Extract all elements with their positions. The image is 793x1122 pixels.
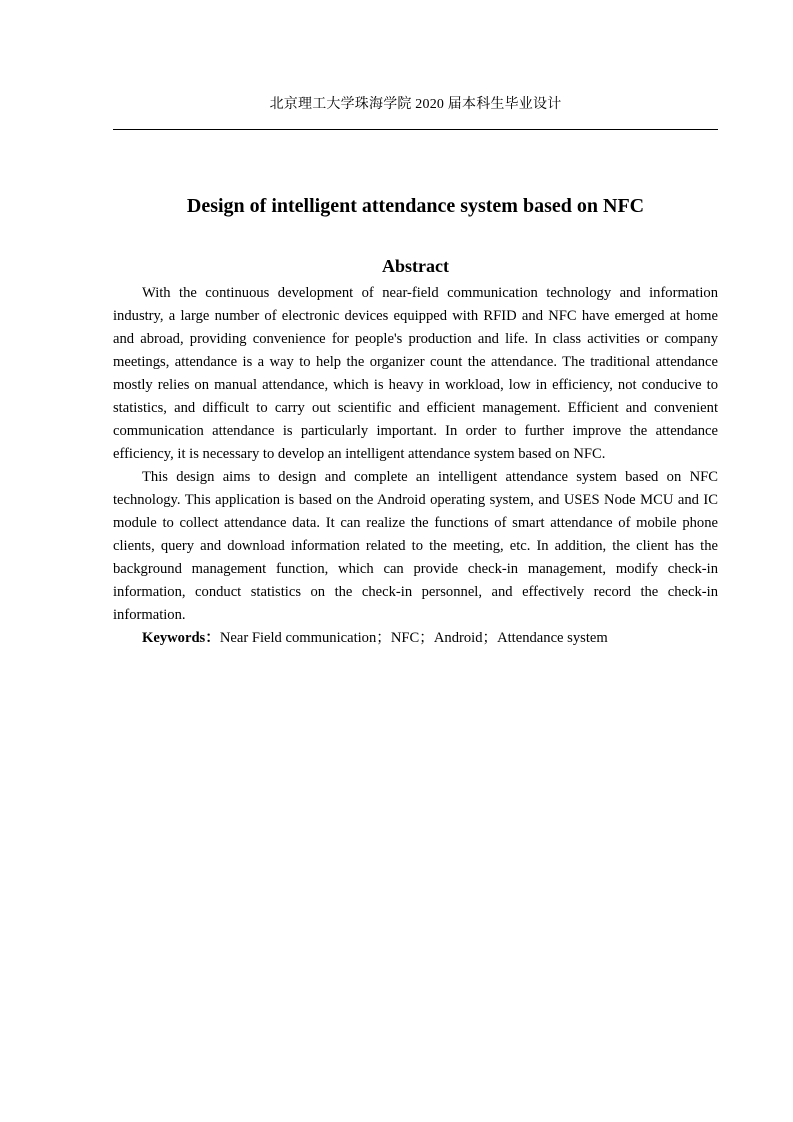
header-divider [113, 129, 718, 130]
abstract-body [113, 282, 718, 650]
paper-title: Design of intelligent attendance system based on NFC [186, 195, 645, 217]
keywords-label: Keywords： [142, 630, 220, 646]
abstract-paragraph-2: This design aims to design and complete an intelligent attendance system based on NFC technology. This application is based on the Android operating system, and USES Node MCU and IC module to collect attendance data. It can realize the functions of smart attendance of mobile phone clients, query and download information related to the meeting, etc. In addition, the client has the background management function, which can provide check-in management, modify check-in information, conduct statistics on the check-in personnel, and effectively record the check-in information. [113, 469, 718, 623]
keywords-line [113, 627, 718, 650]
running-header: 北京理工大学珠海学院 2020 届本科生毕业设计 [269, 97, 562, 112]
abstract-heading: Abstract [382, 256, 449, 276]
keywords-list: Near Field communication；NFC；Android；Attendance system [219, 630, 608, 646]
abstract-paragraph-1: With the continuous development of near-field communication technology and information industry, a large number of electronic devices equipped with RFID and NFC have emerged at home and abroad, providing convenience for people's production and life. In class activities or company meetings, attendance is a way to help the organizer count the attendance. The traditional attendance mostly relies on manual attendance, which is heavy in workload, low in efficiency, not conducive to statistics, and difficult to carry out scientific and efficient management. Efficient and convenient communication attendance is particularly important. In order to further improve the attendance efficiency, it is necessary to develop an intelligent attendance system based on NFC. [113, 285, 718, 462]
